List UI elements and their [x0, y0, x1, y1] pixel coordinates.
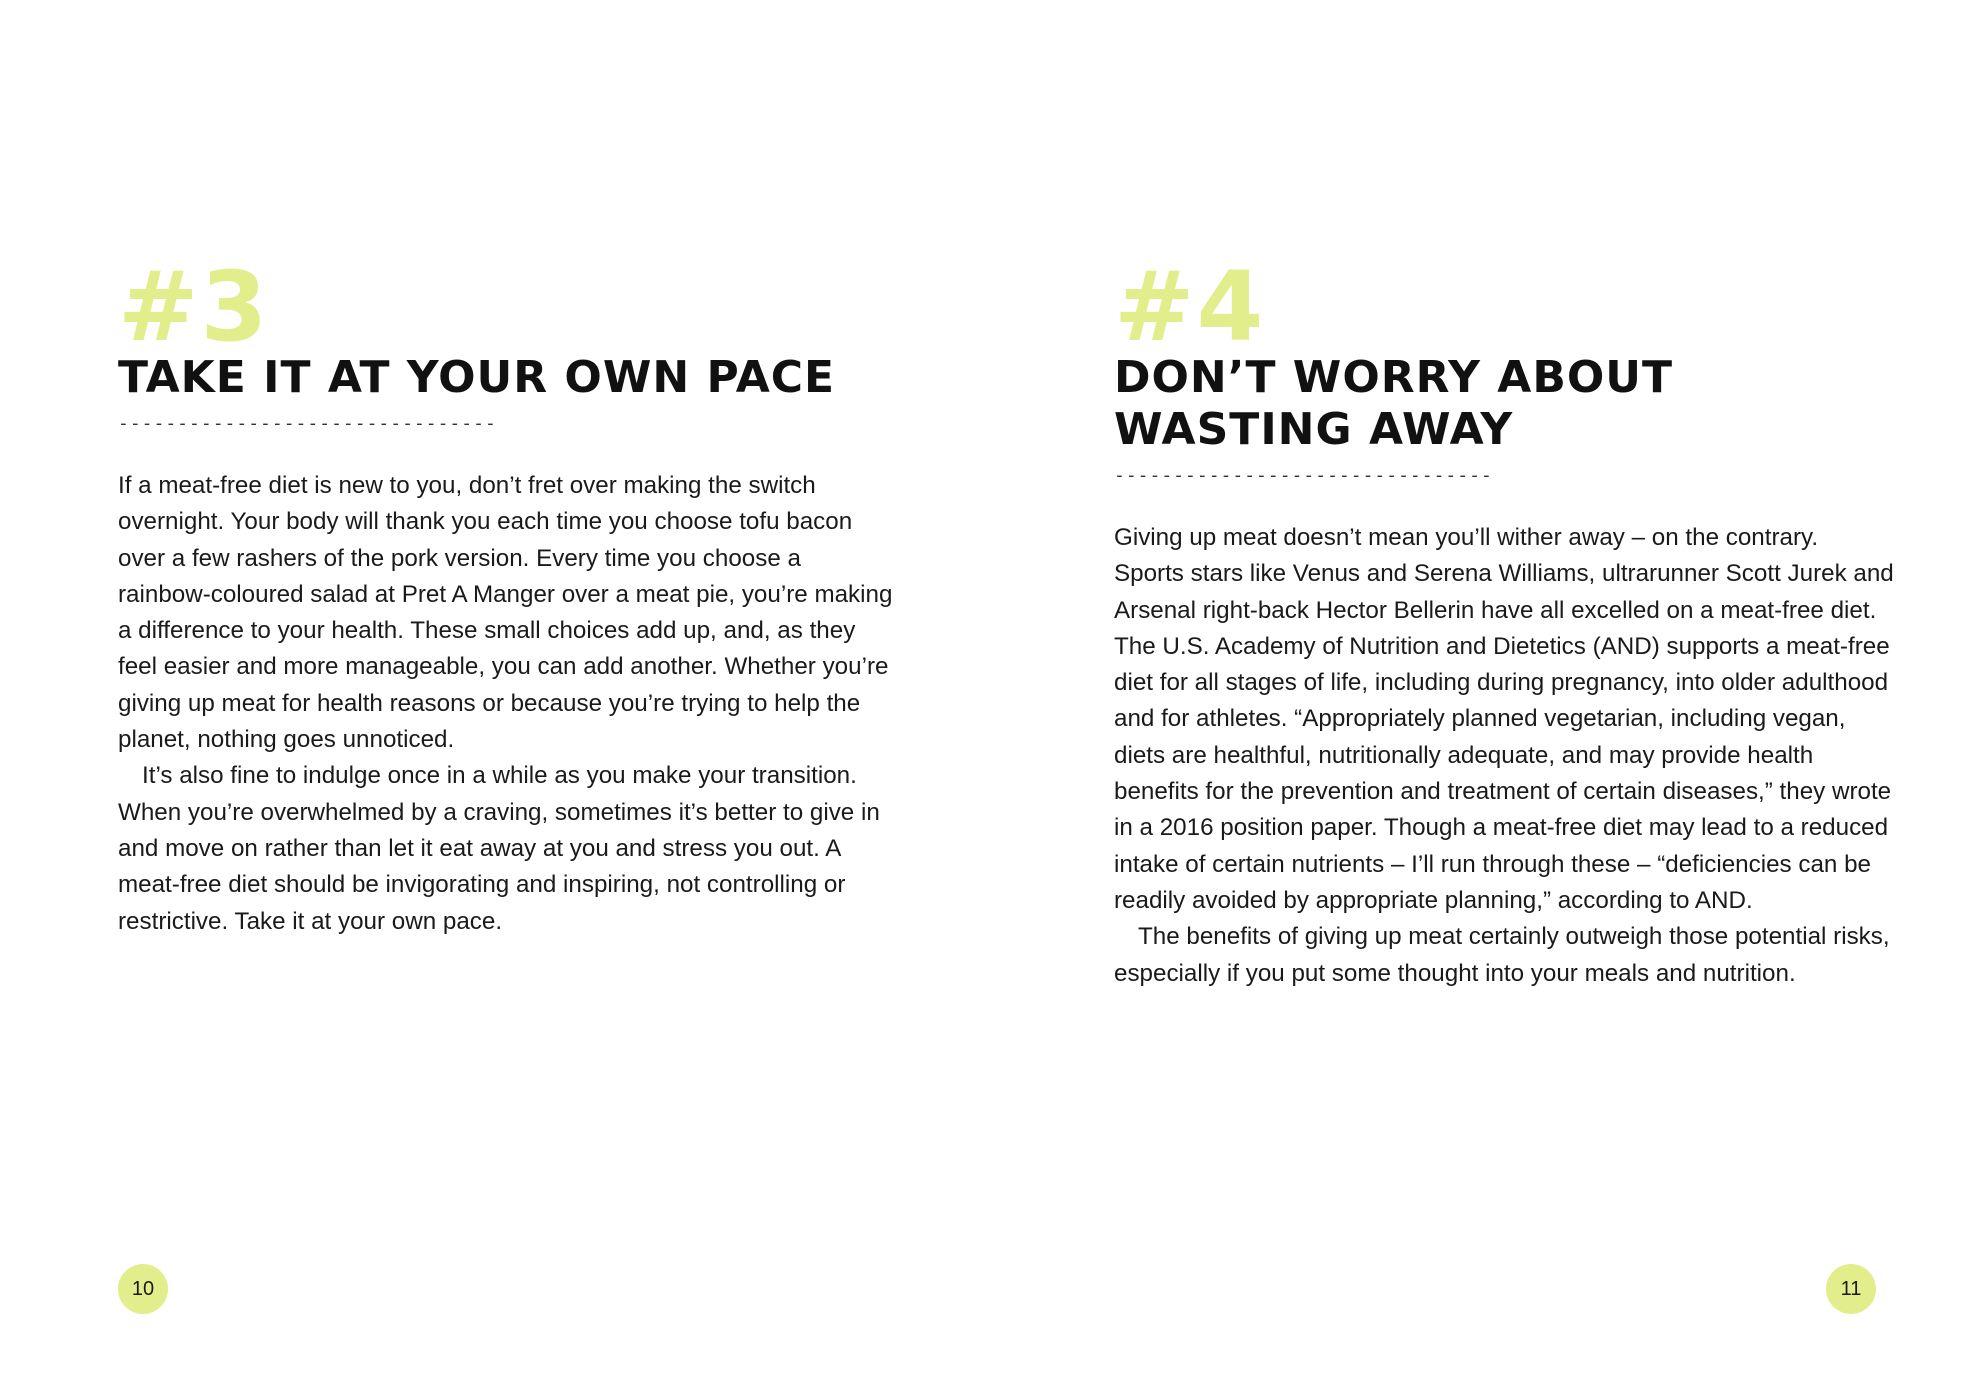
- section-title-line: DON’T WORRY ABOUT: [1114, 352, 1674, 403]
- page-number: 11: [1826, 1264, 1876, 1314]
- left-page: [0, 0, 992, 1378]
- page-number: 10: [118, 1264, 168, 1314]
- divider: --------------------------------: [1114, 465, 1493, 486]
- section-title: [1114, 352, 1894, 456]
- paragraph: Giving up meat doesn’t mean you’ll wither away – on the contrary. Sports stars like Venus and Serena Williams, ultrarunner Scott Jurek and Arsenal right-back Hector Bellerin have all excelled on a meat-free diet. The U.S. Academy of Nutrition and Dietetics (AND) supports a meat-free diet for all stages of life, including during pregnancy, into older adulthood and for athletes. “Appropriately planned vegetarian, including vegan, diets are healthful, nutritionally adequate, and may provide health benefits for the prevention and treatment of certain diseases,” they wrote in a 2016 position paper. Though a meat-free diet may lead to a reduced intake of certain nutrients – I’ll run through these – “deficiencies can be readily avoided by appropriate planning,” according to AND.: [1114, 524, 1894, 914]
- section-body: [118, 468, 898, 940]
- section-number: #4: [1114, 251, 1266, 363]
- divider: --------------------------------: [118, 413, 497, 434]
- section-number: #3: [118, 251, 270, 363]
- paragraph: The benefits of giving up meat certainly outweigh those potential risks, especially if you put some thought into your meals and nutrition.: [1114, 923, 1890, 987]
- section-3: [118, 251, 898, 940]
- paragraph: It’s also fine to indulge once in a while as you make your transition. When you’re overwhelmed by a craving, sometimes it’s better to give in and move on rather than let it eat away at you and stress you out. A meat-free diet should be invigorating and inspiring, not controlling or restrictive. Take it at your own pace.: [118, 762, 880, 935]
- section-body: [1114, 520, 1894, 992]
- paragraph: If a meat-free diet is new to you, don’t fret over making the switch overnight. Your body will thank you each time you choose tofu bacon over a few rashers of the pork version. Every time you choose a rainbow-coloured salad at Pret A Manger over a meat pie, you’re making a difference to your health. These small choices add up, and, as they feel easier and more manageable, you can add another. Whether you’re giving up meat for health reasons or because you’re trying to help the planet, nothing goes unnoticed.: [118, 472, 893, 754]
- section-title-line: WASTING AWAY: [1114, 404, 1514, 455]
- section-4: [1114, 251, 1894, 992]
- section-title: TAKE IT AT YOUR OWN PACE: [118, 352, 836, 403]
